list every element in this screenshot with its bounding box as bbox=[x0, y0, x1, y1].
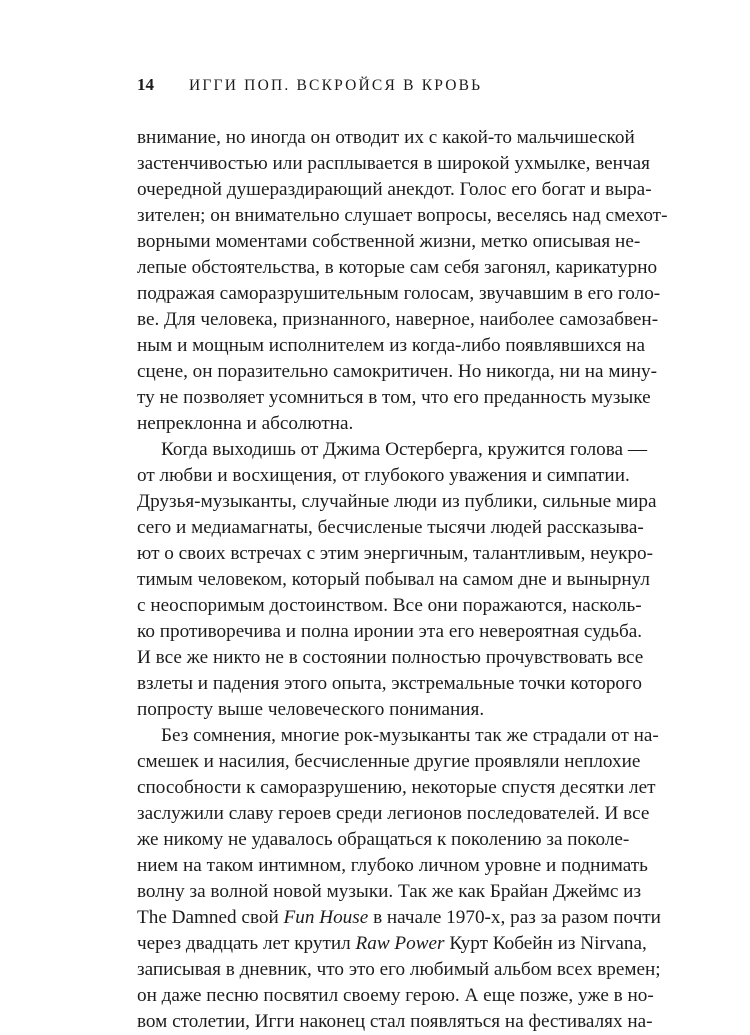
text-line: с неоспоримым достоинством. Все они поражаются, насколь- bbox=[137, 595, 642, 616]
text-line: записывая в дневник, что это его любимый альбом всех времен; bbox=[137, 959, 661, 980]
text-line: непреклонна и абсолютна. bbox=[137, 413, 354, 434]
text-run: Курт Кобейн из Nirvana, bbox=[444, 933, 647, 954]
text-line: волну за волной новой музыки. Так же как Брайан Джеймс из bbox=[137, 881, 642, 902]
book-title: ИГГИ ПОП. ВСКРОЙСЯ В КРОВЬ bbox=[189, 77, 483, 94]
text-line: ют о своих встречах с этим энергичным, талантливым, неукро- bbox=[137, 543, 653, 564]
album-title-fun-house: Fun House bbox=[283, 907, 369, 928]
text-line: ту не позволяет усомниться в том, что его преданность музыке bbox=[137, 387, 651, 408]
text-run: через двадцать лет крутил bbox=[137, 933, 356, 954]
text-line: сцене, он поразительно самокритичен. Но никогда, ни на мину- bbox=[137, 361, 658, 382]
album-title-raw-power: Raw Power bbox=[355, 933, 445, 954]
text-line: смешек и насилия, бесчисленные другие проявляли неплохие bbox=[137, 751, 641, 772]
text-line: от любви и восхищения, от глубокого уважения и симпатии. bbox=[137, 465, 630, 486]
text-line: ворными моментами собственной жизни, метко описывая не- bbox=[137, 231, 641, 252]
text-run: в начале 1970-х, раз за разом почти bbox=[368, 907, 661, 928]
text-line: ко противоречива и полна иронии эта его невероятная судьба. bbox=[137, 621, 643, 642]
text-line: тимым человеком, который побывал на самом дне и вынырнул bbox=[137, 569, 650, 590]
text-line: сего и медиамагнаты, бесчисленые тысячи людей рассказыва- bbox=[137, 517, 644, 538]
body-text bbox=[137, 125, 668, 1035]
text-line: заслужили славу героев среди легионов последователей. И все bbox=[137, 803, 650, 824]
paragraph-3 bbox=[137, 723, 661, 1035]
page-number: 14 bbox=[137, 75, 154, 94]
paragraph-2 bbox=[137, 437, 657, 723]
text-line: Когда выходишь от Джима Остерберга, кружится голова — bbox=[161, 439, 648, 460]
text-line: взлеты и падения этого опыта, экстремальные точки которого bbox=[137, 673, 642, 694]
text-line: нием на таком интимном, глубоко личном уровне и поднимать bbox=[137, 855, 648, 876]
text-line-mixed bbox=[137, 905, 661, 931]
text-run: The Damned свой bbox=[137, 907, 284, 928]
text-line: способности к саморазрушению, некоторые спустя десятки лет bbox=[137, 777, 656, 798]
text-line: лепые обстоятельства, в которые сам себя загонял, карикатурно bbox=[137, 257, 658, 278]
text-line: подражая саморазрушительным голосам, звучавшим в его голо- bbox=[137, 283, 661, 304]
text-line: очередной душераздирающий анекдот. Голос его богат и выра- bbox=[137, 179, 652, 200]
text-line: застенчивостью или расплывается в широкой ухмылке, венчая bbox=[137, 153, 650, 174]
running-head bbox=[137, 72, 637, 99]
text-line: вом столетии, Игги наконец стал появляться на фестивалях на- bbox=[137, 1011, 653, 1032]
text-line: ве. Для человека, признанного, наверное, наиболее самозабвен- bbox=[137, 309, 659, 330]
paragraph-1 bbox=[137, 125, 668, 437]
text-line: попросту выше человеческого понимания. bbox=[137, 699, 485, 720]
text-line: он даже песню посвятил своему герою. А еще позже, уже в но- bbox=[137, 985, 654, 1006]
text-line: Друзья-музыканты, случайные люди из публики, сильные мира bbox=[137, 491, 657, 512]
text-line: ным и мощным исполнителем из когда-либо появлявшихся на bbox=[137, 335, 645, 356]
text-line: же никому не удавалось обращаться к поколению за поколе- bbox=[137, 829, 630, 850]
text-line: И все же никто не в состоянии полностью прочувствовать все bbox=[137, 647, 644, 668]
text-line: внимание, но иногда он отводит их с какой-то мальчишеской bbox=[137, 127, 635, 148]
text-line: зителен; он внимательно слушает вопросы, веселясь над смехот- bbox=[137, 205, 668, 226]
text-line-mixed bbox=[137, 931, 647, 957]
text-line: Без сомнения, многие рок-музыканты так же страдали от на- bbox=[161, 725, 659, 746]
